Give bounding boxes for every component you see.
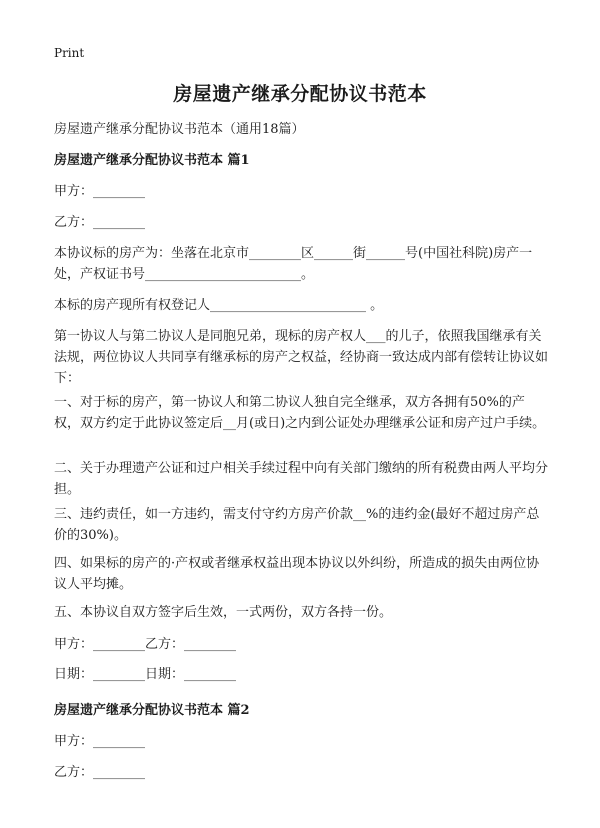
section1-item-4: 四、如果标的房产的·产权或者继承权益出现本协议以外纠纷，所造成的损失由两位协议人平均摊。 xyxy=(54,556,540,592)
section1-item-5: 五、本协议自双方签字后生效，一式两份，双方各持一份。 xyxy=(54,605,393,620)
page-title: 房屋遗产继承分配协议书范本 xyxy=(173,83,427,105)
section1-signature-row: 甲方：________乙方：________ xyxy=(54,637,237,652)
section1-paragraph-property: 本协议标的房产为：坐落在北京市________区______街______号(中国社科院)房产一处，产权证书号________________________。 xyxy=(54,246,533,282)
section1-party-a: 甲方：________ xyxy=(54,184,146,199)
section1-item-1: 一、对于标的房产，第一协议人和第二协议人独自完全继承，双方各拥有50%的产权，双方约定于此协议签定后__月(或日)之内到公证处办理继承公证和房产过户手续。 xyxy=(54,395,546,431)
section1-date-row: 日期：________日期：________ xyxy=(54,667,237,682)
section1-heading: 房屋遗产继承分配协议书范本 篇1 xyxy=(54,153,250,168)
section1-party-b: 乙方：________ xyxy=(54,215,146,230)
section1-item-2: 二、关于办理遗产公证和过户相关手续过程中向有关部门缴纳的所有税费由两人平均分担。 xyxy=(54,461,549,497)
section1-item-3: 三、违约责任，如一方违约，需支付守约方房产价款__%的违约金(最好不超过房产总价的30%)。 xyxy=(54,507,540,543)
document-subtitle: 房屋遗产继承分配协议书范本（通用18篇） xyxy=(54,122,305,137)
section1-paragraph-parties: 第一协议人与第二协议人是同胞兄弟，现标的房产权人___的儿子，依照我国继承有关法规，两位协议人共同享有继承标的房产之权益，经协商一致达成内部有偿转让协议如下： xyxy=(54,329,549,386)
section2-party-b: 乙方：________ xyxy=(54,765,146,780)
section1-paragraph-registrant: 本标的房产现所有权登记人________________________ 。 xyxy=(54,298,384,313)
print-link[interactable]: Print xyxy=(54,46,85,60)
section2-party-a: 甲方：________ xyxy=(54,734,146,749)
section2-heading: 房屋遗产继承分配协议书范本 篇2 xyxy=(54,703,250,718)
